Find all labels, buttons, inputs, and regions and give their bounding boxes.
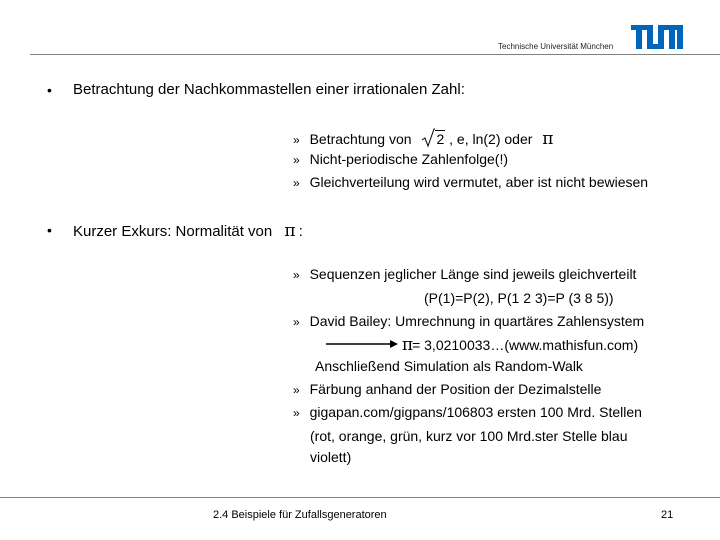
sub-item (293, 174, 648, 190)
sqrt-sign-icon (421, 128, 435, 148)
sub-item-continuation: (rot, orange, grün, kurz vor 100 Mrd.ster Stelle blau (310, 428, 628, 444)
sub-item (293, 266, 636, 282)
footer-rule (0, 497, 720, 498)
page-number: 21 (661, 509, 674, 521)
sub-item-text: gigapan.com/gigpans/106803 ersten 100 Mrd. Stellen (309, 404, 642, 420)
sqrt-radicand: 2 (436, 131, 445, 147)
bullet-2-suffix: : (298, 223, 303, 240)
bullet-1-text: Betrachtung der Nachkommastellen einer irrationalen Zahl: (73, 81, 465, 98)
arrow-right-icon (326, 339, 398, 349)
pi-symbol: π (401, 335, 413, 355)
sub-item (293, 151, 508, 167)
sub-item-continuation: (P(1)=P(2), P(1 2 3)=P (3 8 5)) (424, 290, 614, 306)
sub-marker: » (293, 383, 300, 397)
tum-logo-icon (631, 25, 683, 49)
bullet-marker: • (47, 82, 52, 98)
sub-item-middle: , e, ln(2) oder (449, 131, 533, 147)
sub-item-prefix: Betrachtung von (309, 131, 412, 147)
header-rule (30, 54, 720, 55)
sub-marker: » (293, 153, 300, 167)
sub-item (293, 381, 601, 397)
arrow-line (326, 335, 638, 355)
sub-item-text: Färbung anhand der Position der Dezimalstelle (309, 381, 602, 397)
sqrt-expression (421, 128, 445, 148)
pi-quaternary-value: = 3,0210033…(www.mathisfun.com) (412, 337, 639, 353)
sub-item-continuation: violett) (310, 449, 352, 465)
pi-symbol: π (284, 221, 295, 241)
sub-marker: » (293, 133, 300, 147)
sub-item (293, 313, 644, 329)
sub-marker: » (293, 315, 300, 329)
sub-item-text: Gleichverteilung wird vermutet, aber ist nicht bewiesen (309, 174, 649, 190)
sub-marker: » (293, 176, 300, 190)
sub-item (293, 404, 642, 420)
bullet-2-prefix: Kurzer Exkurs: Normalität von (73, 223, 273, 240)
footer-title: 2.4 Beispiele für Zufallsgeneratoren (213, 509, 387, 521)
sub-item-sqrt (293, 128, 552, 149)
bullet-2-text (73, 221, 303, 241)
tum-logo (631, 25, 683, 54)
sub-item-continuation: Anschließend Simulation als Random-Walk (315, 358, 583, 374)
university-name: Technische Universität München (498, 42, 614, 51)
bullet-marker: • (47, 222, 52, 238)
sub-marker: » (293, 268, 300, 282)
pi-symbol: π (542, 129, 553, 149)
sub-item-text: Nicht-periodische Zahlenfolge(!) (309, 151, 509, 167)
sub-item-text: David Bailey: Umrechnung in quartäres Zahlensystem (309, 313, 645, 329)
sub-marker: » (293, 406, 300, 420)
sub-item-text: Sequenzen jeglicher Länge sind jeweils gleichverteilt (309, 266, 637, 282)
